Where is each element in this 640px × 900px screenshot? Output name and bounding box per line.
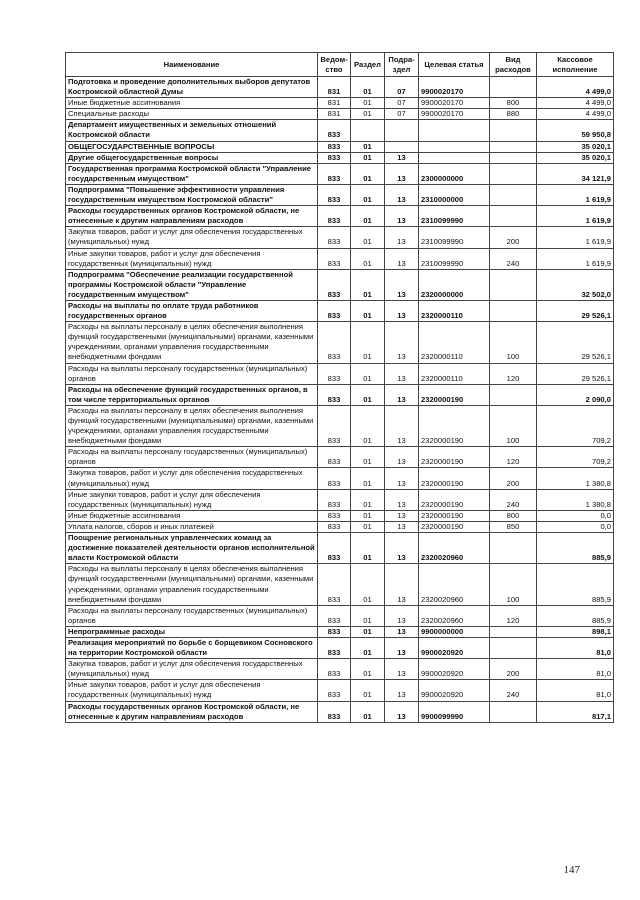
cell-amount: 32 502,0	[537, 269, 614, 300]
cell-name: Иные бюджетные ассигнования	[66, 510, 318, 521]
cell-name: Расходы государственных органов Костромской области, не отнесенные к другим направлениям расходов	[66, 701, 318, 722]
cell-target	[419, 120, 490, 141]
cell-section: 01	[351, 489, 385, 510]
cell-subsection: 13	[385, 227, 419, 248]
cell-name: Расходы на выплаты персоналу государственных (муниципальных) органов	[66, 605, 318, 626]
cell-amount: 1 380,8	[537, 468, 614, 489]
cell-name: Закупка товаров, работ и услуг для обеспечения государственных (муниципальных) нужд	[66, 659, 318, 680]
cell-expense-type	[490, 77, 537, 98]
cell-subsection: 13	[385, 322, 419, 363]
cell-section: 01	[351, 564, 385, 605]
cell-amount: 4 499,0	[537, 77, 614, 98]
table-row	[66, 120, 614, 141]
table-row	[66, 489, 614, 510]
cell-target: 2310099990	[419, 206, 490, 227]
cell-dept: 833	[318, 468, 351, 489]
cell-section: 01	[351, 637, 385, 658]
cell-section: 01	[351, 363, 385, 384]
cell-name: Подготовка и проведение дополнительных выборов депутатов Костромской областной Думы	[66, 77, 318, 98]
table-row	[66, 659, 614, 680]
cell-name: Иные бюджетные ассигнования	[66, 98, 318, 109]
cell-subsection: 07	[385, 77, 419, 98]
cell-subsection: 13	[385, 206, 419, 227]
cell-target: 9900020170	[419, 77, 490, 98]
cell-subsection: 13	[385, 564, 419, 605]
cell-subsection: 13	[385, 300, 419, 321]
cell-target: 2320000190	[419, 468, 490, 489]
cell-dept: 833	[318, 521, 351, 532]
table-row	[66, 680, 614, 701]
cell-amount: 34 121,9	[537, 163, 614, 184]
header-subsection: Подра-здел	[385, 53, 419, 77]
cell-expense-type	[490, 701, 537, 722]
cell-name: Иные закупки товаров, работ и услуг для обеспечения государственных (муниципальных) нужд	[66, 680, 318, 701]
cell-expense-type: 200	[490, 227, 537, 248]
cell-target: 9900020920	[419, 680, 490, 701]
cell-dept: 833	[318, 405, 351, 446]
cell-dept: 833	[318, 637, 351, 658]
cell-amount: 81,0	[537, 659, 614, 680]
cell-name: Государственная программа Костромской области "Управление государственным имуществом"	[66, 163, 318, 184]
cell-dept: 833	[318, 184, 351, 205]
cell-subsection: 13	[385, 384, 419, 405]
cell-section: 01	[351, 98, 385, 109]
table-row	[66, 206, 614, 227]
table-body	[66, 77, 614, 723]
cell-dept: 833	[318, 659, 351, 680]
table-row	[66, 98, 614, 109]
cell-section: 01	[351, 141, 385, 152]
cell-dept: 833	[318, 300, 351, 321]
table-row	[66, 300, 614, 321]
cell-dept: 833	[318, 322, 351, 363]
cell-dept: 833	[318, 152, 351, 163]
cell-section: 01	[351, 701, 385, 722]
cell-target: 2310000000	[419, 184, 490, 205]
cell-name: Расходы на выплаты персоналу в целях обеспечения выполнения функций государственными (муниципальными) органами, казенными учреждениями, органами управления государственными внебюджетными фондами	[66, 564, 318, 605]
cell-name: Реализация мероприятий по борьбе с борщевиком Сосновского на территории Костромской области	[66, 637, 318, 658]
cell-section: 01	[351, 680, 385, 701]
cell-expense-type: 800	[490, 510, 537, 521]
cell-dept: 833	[318, 447, 351, 468]
cell-subsection: 13	[385, 447, 419, 468]
cell-name: Расходы на выплаты персоналу государственных (муниципальных) органов	[66, 447, 318, 468]
cell-dept: 833	[318, 248, 351, 269]
cell-name: Расходы на выплаты по оплате труда работников государственных органов	[66, 300, 318, 321]
cell-amount: 898,1	[537, 626, 614, 637]
cell-expense-type: 120	[490, 447, 537, 468]
cell-subsection: 13	[385, 152, 419, 163]
cell-section: 01	[351, 248, 385, 269]
cell-dept: 833	[318, 533, 351, 564]
header-name: Наименование	[66, 53, 318, 77]
table-row	[66, 564, 614, 605]
cell-target: 9900000000	[419, 626, 490, 637]
cell-name: Закупка товаров, работ и услуг для обеспечения государственных (муниципальных) нужд	[66, 227, 318, 248]
cell-subsection: 13	[385, 269, 419, 300]
cell-dept: 833	[318, 269, 351, 300]
cell-subsection: 07	[385, 98, 419, 109]
cell-amount: 1 619,9	[537, 227, 614, 248]
table-row	[66, 384, 614, 405]
table-header-row	[66, 53, 614, 77]
cell-amount: 4 499,0	[537, 109, 614, 120]
cell-amount: 885,9	[537, 533, 614, 564]
cell-section: 01	[351, 468, 385, 489]
table-row	[66, 605, 614, 626]
cell-amount: 885,9	[537, 564, 614, 605]
cell-section: 01	[351, 152, 385, 163]
cell-subsection: 13	[385, 605, 419, 626]
cell-name: Другие общегосударственные вопросы	[66, 152, 318, 163]
cell-expense-type: 200	[490, 468, 537, 489]
cell-target: 9900020920	[419, 637, 490, 658]
cell-amount: 4 499,0	[537, 98, 614, 109]
cell-target: 2320000110	[419, 363, 490, 384]
cell-target: 2320000190	[419, 405, 490, 446]
cell-dept: 833	[318, 141, 351, 152]
cell-target: 2320000190	[419, 510, 490, 521]
cell-subsection: 13	[385, 637, 419, 658]
cell-subsection: 13	[385, 163, 419, 184]
cell-subsection: 13	[385, 405, 419, 446]
header-expense-type: Вид расходов	[490, 53, 537, 77]
cell-target: 2320000190	[419, 384, 490, 405]
cell-subsection: 07	[385, 109, 419, 120]
cell-name: Уплата налогов, сборов и иных платежей	[66, 521, 318, 532]
cell-name: Специальные расходы	[66, 109, 318, 120]
cell-expense-type	[490, 152, 537, 163]
cell-target: 2310099990	[419, 227, 490, 248]
cell-section: 01	[351, 109, 385, 120]
cell-dept: 833	[318, 510, 351, 521]
table-row	[66, 510, 614, 521]
cell-target: 2310099990	[419, 248, 490, 269]
cell-target: 9900020920	[419, 659, 490, 680]
cell-section: 01	[351, 206, 385, 227]
cell-subsection: 13	[385, 363, 419, 384]
cell-dept: 833	[318, 626, 351, 637]
cell-target: 2320000110	[419, 322, 490, 363]
cell-subsection: 13	[385, 510, 419, 521]
cell-amount: 817,1	[537, 701, 614, 722]
cell-subsection: 13	[385, 659, 419, 680]
cell-subsection: 13	[385, 626, 419, 637]
table-row	[66, 248, 614, 269]
table-row	[66, 322, 614, 363]
cell-dept: 831	[318, 98, 351, 109]
cell-target: 9900099990	[419, 701, 490, 722]
cell-amount: 59 950,8	[537, 120, 614, 141]
cell-dept: 833	[318, 384, 351, 405]
table-row	[66, 533, 614, 564]
cell-expense-type: 240	[490, 248, 537, 269]
cell-section: 01	[351, 510, 385, 521]
cell-section: 01	[351, 533, 385, 564]
cell-dept: 831	[318, 77, 351, 98]
table-row	[66, 184, 614, 205]
table-row	[66, 626, 614, 637]
table-row	[66, 701, 614, 722]
cell-dept: 833	[318, 564, 351, 605]
cell-name: Закупка товаров, работ и услуг для обеспечения государственных (муниципальных) нужд	[66, 468, 318, 489]
cell-target: 9900020170	[419, 98, 490, 109]
cell-expense-type	[490, 533, 537, 564]
table-row	[66, 468, 614, 489]
cell-subsection: 13	[385, 680, 419, 701]
cell-expense-type: 240	[490, 489, 537, 510]
cell-expense-type: 100	[490, 322, 537, 363]
cell-target: 2320020960	[419, 533, 490, 564]
cell-expense-type: 880	[490, 109, 537, 120]
cell-expense-type: 240	[490, 680, 537, 701]
cell-amount: 81,0	[537, 680, 614, 701]
cell-dept: 833	[318, 701, 351, 722]
cell-target: 2320000190	[419, 447, 490, 468]
cell-expense-type	[490, 269, 537, 300]
cell-amount: 1 619,9	[537, 184, 614, 205]
cell-dept: 833	[318, 163, 351, 184]
table-row	[66, 637, 614, 658]
cell-amount: 29 526,1	[537, 300, 614, 321]
cell-amount: 709,2	[537, 405, 614, 446]
cell-subsection: 13	[385, 468, 419, 489]
cell-amount: 29 526,1	[537, 363, 614, 384]
cell-amount: 1 380,8	[537, 489, 614, 510]
cell-dept: 833	[318, 363, 351, 384]
cell-name: Поощрение региональных управленческих команд за достижение показателей деятельности органов исполнительной власти Костромской области	[66, 533, 318, 564]
cell-expense-type	[490, 163, 537, 184]
cell-dept: 831	[318, 109, 351, 120]
cell-target	[419, 152, 490, 163]
cell-expense-type: 200	[490, 659, 537, 680]
cell-section: 01	[351, 626, 385, 637]
cell-name: Подпрограмма "Повышение эффективности управления государственным имуществом Костромской области"	[66, 184, 318, 205]
cell-dept: 833	[318, 605, 351, 626]
table-row	[66, 269, 614, 300]
cell-target: 2320020960	[419, 564, 490, 605]
cell-section: 01	[351, 184, 385, 205]
cell-dept: 833	[318, 680, 351, 701]
cell-target: 2300000000	[419, 163, 490, 184]
cell-name: ОБЩЕГОСУДАРСТВЕННЫЕ ВОПРОСЫ	[66, 141, 318, 152]
cell-section	[351, 120, 385, 141]
cell-expense-type: 800	[490, 98, 537, 109]
cell-dept: 833	[318, 120, 351, 141]
cell-target: 2320000190	[419, 521, 490, 532]
cell-amount: 29 526,1	[537, 322, 614, 363]
cell-section: 01	[351, 300, 385, 321]
cell-target: 2320000190	[419, 489, 490, 510]
cell-target: 2320020960	[419, 605, 490, 626]
header-target: Целевая статья	[419, 53, 490, 77]
cell-name: Непрограммные расходы	[66, 626, 318, 637]
page-number: 147	[563, 864, 580, 876]
cell-amount: 709,2	[537, 447, 614, 468]
cell-amount: 0,0	[537, 510, 614, 521]
cell-name: Расходы на обеспечение функций государственных органов, в том числе территориальных органов	[66, 384, 318, 405]
cell-name: Расходы на выплаты персоналу государственных (муниципальных) органов	[66, 363, 318, 384]
cell-subsection: 13	[385, 248, 419, 269]
cell-subsection: 13	[385, 489, 419, 510]
cell-name: Расходы на выплаты персоналу в целях обеспечения выполнения функций государственными (муниципальными) органами, казенными учреждениями, органами управления государственными внебюджетными фондами	[66, 322, 318, 363]
cell-name: Расходы на выплаты персоналу в целях обеспечения выполнения функций государственными (муниципальными) органами, казенными учреждениями, органами управления государственными внебюджетными фондами	[66, 405, 318, 446]
table-row	[66, 109, 614, 120]
cell-subsection: 13	[385, 521, 419, 532]
cell-subsection	[385, 141, 419, 152]
cell-expense-type: 120	[490, 605, 537, 626]
cell-subsection: 13	[385, 533, 419, 564]
cell-name: Иные закупки товаров, работ и услуг для обеспечения государственных (муниципальных) нужд	[66, 248, 318, 269]
table-row	[66, 447, 614, 468]
cell-name: Иные закупки товаров, работ и услуг для обеспечения государственных (муниципальных) нужд	[66, 489, 318, 510]
cell-section: 01	[351, 405, 385, 446]
cell-expense-type	[490, 141, 537, 152]
cell-expense-type	[490, 300, 537, 321]
table-row	[66, 152, 614, 163]
table-row	[66, 363, 614, 384]
cell-amount: 1 619,9	[537, 248, 614, 269]
cell-expense-type	[490, 184, 537, 205]
cell-name: Департамент имущественных и земельных отношений Костромской области	[66, 120, 318, 141]
cell-expense-type	[490, 206, 537, 227]
cell-target: 9900020170	[419, 109, 490, 120]
cell-section: 01	[351, 521, 385, 532]
cell-name: Подпрограмма "Обеспечение реализации государственной программы Костромской области "Управление государственным имуществом"	[66, 269, 318, 300]
cell-section: 01	[351, 384, 385, 405]
cell-section: 01	[351, 269, 385, 300]
table-row	[66, 163, 614, 184]
table-row	[66, 141, 614, 152]
table-row	[66, 77, 614, 98]
cell-dept: 833	[318, 206, 351, 227]
cell-amount: 35 020,1	[537, 141, 614, 152]
cell-section: 01	[351, 322, 385, 363]
cell-amount: 885,9	[537, 605, 614, 626]
cell-amount: 2 090,0	[537, 384, 614, 405]
table-row	[66, 521, 614, 532]
cell-expense-type	[490, 384, 537, 405]
cell-section: 01	[351, 163, 385, 184]
cell-target	[419, 141, 490, 152]
cell-target: 2320000000	[419, 269, 490, 300]
header-section: Раздел	[351, 53, 385, 77]
cell-expense-type: 850	[490, 521, 537, 532]
cell-subsection: 13	[385, 184, 419, 205]
cell-expense-type	[490, 120, 537, 141]
cell-name: Расходы государственных органов Костромской области, не отнесенные к другим направлениям расходов	[66, 206, 318, 227]
header-dept: Ведом-ство	[318, 53, 351, 77]
cell-section: 01	[351, 447, 385, 468]
cell-expense-type: 120	[490, 363, 537, 384]
cell-amount: 1 619,9	[537, 206, 614, 227]
cell-dept: 833	[318, 489, 351, 510]
cell-dept: 833	[318, 227, 351, 248]
cell-amount: 0,0	[537, 521, 614, 532]
header-amount: Кассовое исполнение	[537, 53, 614, 77]
cell-amount: 35 020,1	[537, 152, 614, 163]
cell-subsection	[385, 120, 419, 141]
cell-section: 01	[351, 605, 385, 626]
cell-section: 01	[351, 659, 385, 680]
cell-section: 01	[351, 227, 385, 248]
cell-section: 01	[351, 77, 385, 98]
cell-subsection: 13	[385, 701, 419, 722]
table-row	[66, 227, 614, 248]
cell-expense-type: 100	[490, 564, 537, 605]
cell-expense-type	[490, 626, 537, 637]
cell-expense-type	[490, 637, 537, 658]
table-row	[66, 405, 614, 446]
cell-amount: 81,0	[537, 637, 614, 658]
cell-expense-type: 100	[490, 405, 537, 446]
cell-target: 2320000110	[419, 300, 490, 321]
budget-execution-table	[65, 52, 614, 723]
